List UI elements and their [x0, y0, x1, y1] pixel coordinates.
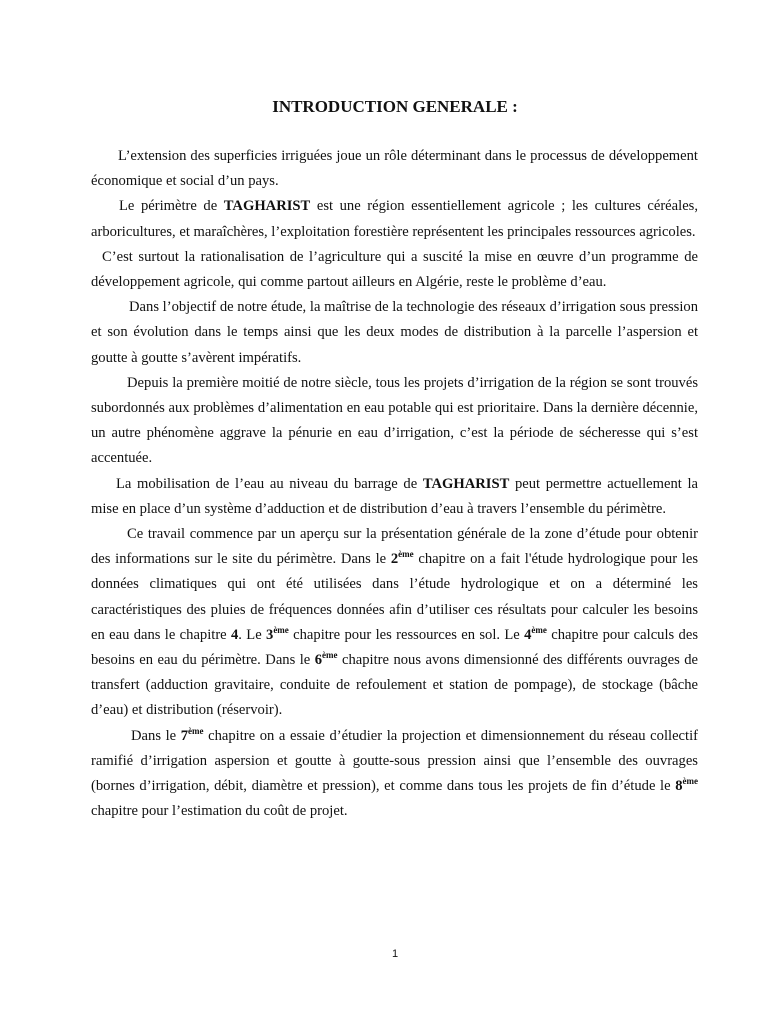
- paragraph-1: L’extension des superficies irriguées joue un rôle déterminant dans le processus de développement économique et social d’un pays.: [91, 148, 698, 190]
- paragraph-8: Dans le 7ème chapitre on a essaie d’étudier la projection et dimensionnement du réseau collectif ramifié d’irrigation aspersion et goutte à goutte-sous pression ainsi que l’ensemble des ouvrages (bornes d’irrigation, débit, diamètre et pression), et comme dans tous les projets de fin d’étude le 8ème chapitre pour l’estimation du coût de projet.: [91, 725, 698, 820]
- paragraph-5: Depuis la première moitié de notre siècle, tous les projets d’irrigation de la région se sont trouvés subordonnés aux problèmes d’alimentation en eau potable qui est prioritaire. Dans la dernière décennie, un autre phénomène aggrave la pénurie en eau d’irrigation, c’est la période de sécheresse qui s’est accentuée.: [91, 374, 698, 467]
- ordinal-suffix: ème: [531, 624, 547, 635]
- chapter-number: 8: [675, 778, 683, 795]
- page-title: INTRODUCTION GENERALE :: [272, 97, 518, 117]
- chapter-number: 7: [180, 727, 189, 744]
- chapter-number: 6: [314, 652, 323, 669]
- ordinal-suffix: ème: [188, 725, 204, 736]
- ordinal-suffix: ème: [273, 624, 289, 635]
- chapter-number: 2: [390, 551, 399, 568]
- chapter-number: 3: [266, 626, 274, 643]
- ordinal-suffix: ème: [398, 549, 414, 560]
- site-name: TAGHARIST: [223, 198, 311, 215]
- chapter-number: 4: [231, 626, 239, 643]
- paragraph-6: La mobilisation de l’eau au niveau du barrage de TAGHARIST peut permettre actuellement la mise en place d’un système d’adduction et de distribution d’eau à travers l’ensemble du périmètre.: [91, 475, 698, 517]
- ordinal-suffix: ème: [682, 776, 698, 787]
- paragraph-2: Le périmètre de TAGHARIST est une région essentiellement agricole ; les cultures céréales, arboricultures, et maraîchères, l’exploitation forestière représentent les principales ressources agricoles.: [91, 198, 698, 240]
- paragraph-4: Dans l’objectif de notre étude, la maîtrise de la technologie des réseaux d’irrigation sous pression et son évolution dans le temps ainsi que les deux modes de distribution à la parcelle l’aspersion et goutte à goutte s’avèrent impératifs.: [91, 299, 698, 366]
- ordinal-suffix: ème: [322, 650, 338, 661]
- chapter-number: 4: [524, 626, 532, 643]
- paragraph-3: C’est surtout la rationalisation de l’agriculture qui a suscité la mise en œuvre d’un programme de développement agricole, qui comme partout ailleurs en Algérie, reste le problème d’eau.: [91, 248, 698, 291]
- page-number: 1: [391, 948, 399, 960]
- document-body: [91, 144, 698, 824]
- dam-name: TAGHARIST: [422, 475, 510, 492]
- paragraph-7: Ce travail commence par un aperçu sur la présentation générale de la zone d’étude pour obtenir des informations sur le site du périmètre. Dans le 2ème chapitre on a fait l'étude hydrologique pour les données climatiques qui ont été utilisées dans l’étude hydrologique et on a déterminé les caractéristiques des pluies de fréquences données afin d’utiliser ces résultats pour calculer les besoins en eau dans le chapitre 4. Le 3ème chapitre pour les ressources en sol. Le 4ème chapitre pour calculs des besoins en eau du périmètre. Dans le 6ème chapitre nous avons dimensionné des différents ouvrages de transfert (adduction gravitaire, conduite de refoulement et station de pompage), de stockage (bâche d’eau) et distribution (réservoir).: [91, 526, 698, 719]
